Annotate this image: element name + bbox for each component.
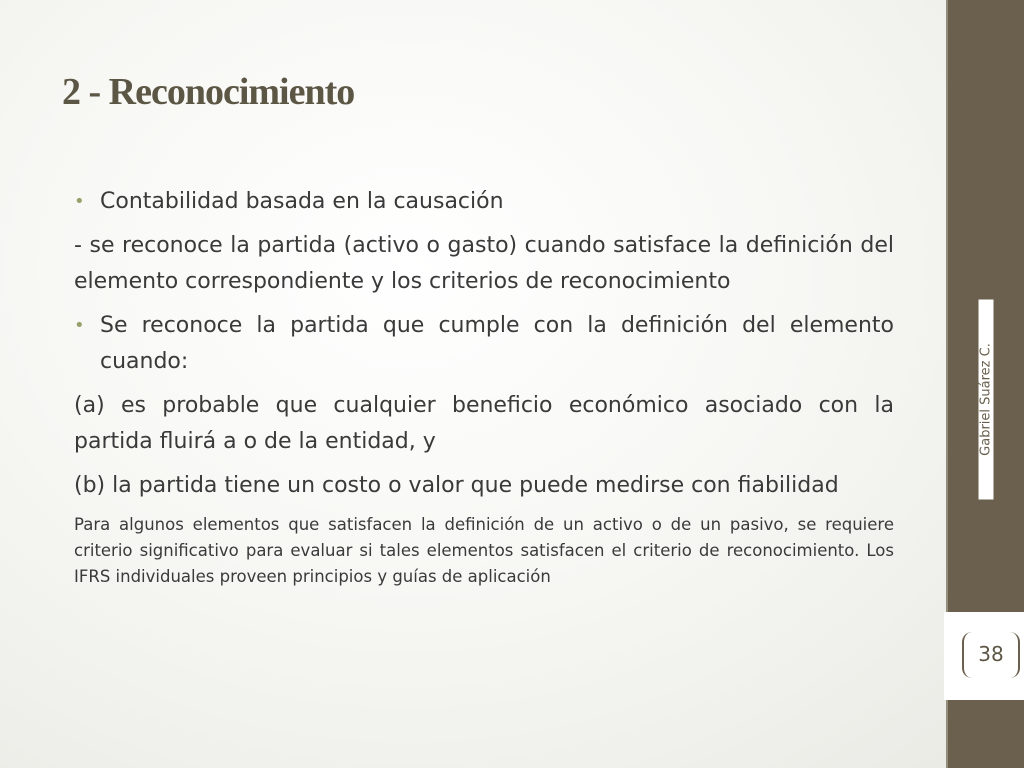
paragraph-b: (b) la partida tiene un costo o valor que puede medirse con fiabilidad: [74, 473, 839, 498]
slide-content: [74, 184, 894, 590]
bullet-icon: •: [74, 315, 85, 336]
bullet-icon: •: [74, 191, 85, 212]
bullet-item: [74, 184, 894, 220]
bullet-item: [74, 308, 894, 380]
note-paragraph: Para algunos elementos que satisfacen la definición de un activo o de un pasivo, se requiere criterio significativo para evaluar si tales elementos satisfacen el criterio de reconocimiento. Los IFRS individuales proveen principios y guías de aplicación: [74, 515, 894, 586]
author-label: Gabriel Suárez C.: [979, 300, 994, 500]
paragraph: - se reconoce la partida (activo o gasto) cuando satisface la definición del elemento correspondiente y los criterios de reconocimiento: [74, 233, 894, 294]
bullet-text: Se reconoce la partida que cumple con la definición del elemento cuando:: [100, 313, 894, 374]
paragraph-a: (a) es probable que cualquier beneficio económico asociado con la partida fluirá a o de la entidad, y: [74, 393, 894, 454]
page-number: 38: [978, 642, 1004, 666]
slide-title: 2 - Reconocimiento: [62, 71, 355, 113]
bullet-text: Contabilidad basada en la causación: [100, 189, 504, 214]
